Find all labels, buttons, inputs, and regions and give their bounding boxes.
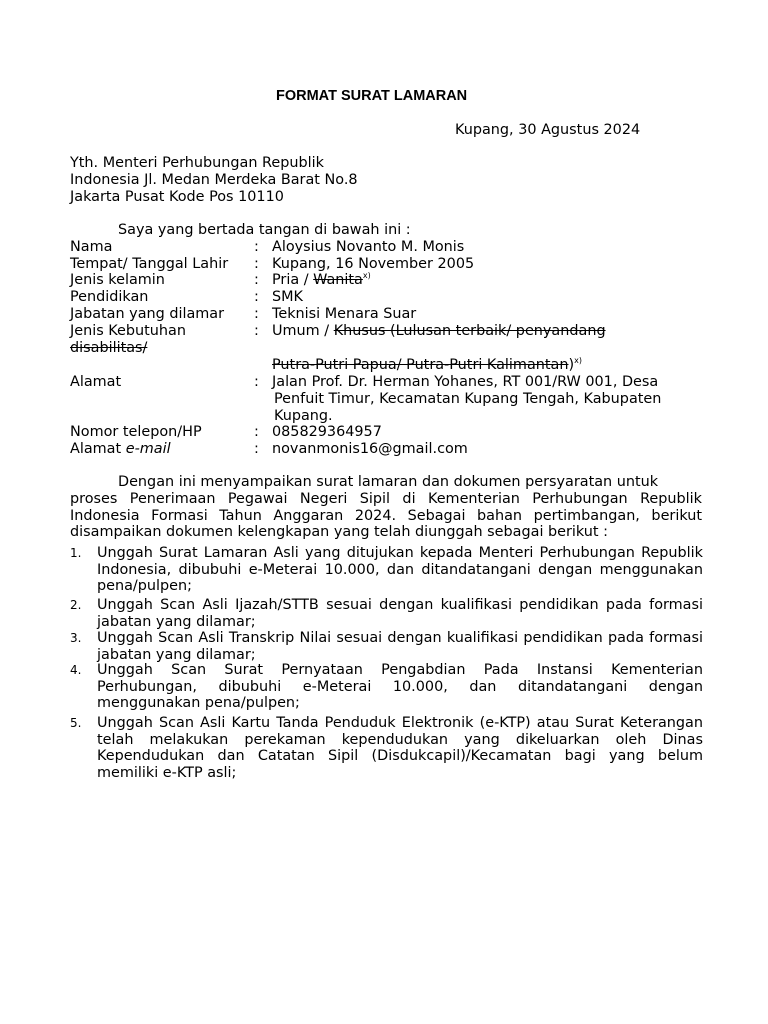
- value-struck: Khusus (Lulusan terbaik/ penyandang: [333, 323, 606, 339]
- field-colon: :: [254, 272, 259, 288]
- field-value-jenis-kelamin: [272, 272, 371, 289]
- field-value-telepon: 085829364957: [272, 424, 382, 440]
- field-colon: :: [254, 424, 259, 440]
- list-number: 2.: [70, 598, 82, 612]
- list-number: 1.: [70, 546, 82, 560]
- field-colon: :: [254, 323, 259, 339]
- field-label-kebutuhan: Jenis Kebutuhan: [70, 323, 186, 339]
- list-item: Unggah Scan Asli Ijazah/STTB sesuai dengan kualifikasi pendidikan pada formasi jabatan yang dilamar;: [97, 597, 703, 630]
- field-label-email: [70, 441, 171, 458]
- document-title: FORMAT SURAT LAMARAN: [276, 88, 468, 104]
- field-colon: :: [254, 256, 259, 272]
- recipient-line: Jakarta Pusat Kode Pos 10110: [70, 189, 284, 205]
- field-label-telepon: Nomor telepon/HP: [70, 424, 202, 440]
- value-plain: Pria /: [272, 272, 314, 288]
- field-colon: :: [254, 441, 259, 457]
- recipient-line: Yth. Menteri Perhubungan Republik: [70, 155, 324, 171]
- list-item: Unggah Scan Surat Pernyataan Pengabdian Pada Instansi Kementerian Perhubungan, dibubuhi e-Meterai 10.000, dan ditandatangani dengan menggunakan pena/pulpen;: [97, 662, 703, 712]
- list-item: Unggah Scan Asli Transkrip Nilai sesuai dengan kualifikasi pendidikan pada formasi jabatan yang dilamar;: [97, 630, 703, 663]
- field-label-nama: Nama: [70, 239, 113, 255]
- value-struck: Wanita: [313, 272, 363, 288]
- field-value-jabatan: Teknisi Menara Suar: [272, 306, 417, 322]
- field-label-alamat: Alamat: [70, 374, 122, 390]
- field-label-pendidikan: Pendidikan: [70, 289, 149, 305]
- field-value-alamat: Kupang.: [274, 408, 333, 424]
- list-number: 4.: [70, 663, 82, 677]
- field-label-jabatan: Jabatan yang dilamar: [70, 306, 225, 322]
- recipient-line: Indonesia Jl. Medan Merdeka Barat No.8: [70, 172, 358, 188]
- footnote-mark: x): [362, 271, 371, 281]
- field-value-kebutuhan-cont: [272, 357, 582, 374]
- list-item: Unggah Scan Asli Kartu Tanda Penduduk Elektronik (e-KTP) atau Surat Keterangan telah melakukan perekaman kependudukan yang dikeluarkan oleh Dinas Kependudukan dan Catatan Sipil (Disdukcapil)/Kecamatan bagi yang belum memiliki e-KTP asli;: [97, 715, 703, 781]
- field-colon: :: [254, 239, 259, 255]
- value-close: ): [568, 357, 575, 373]
- field-label-jenis-kelamin: Jenis kelamin: [70, 272, 165, 288]
- field-colon: :: [254, 289, 259, 305]
- field-value-nama: Aloysius Novanto M. Monis: [272, 239, 465, 255]
- intro-text: Saya yang bertada tangan di bawah ini :: [118, 222, 411, 238]
- field-value-alamat: Jalan Prof. Dr. Herman Yohanes, RT 001/RW 001, Desa: [272, 374, 659, 390]
- footnote-mark: x): [574, 356, 582, 366]
- label-italic: e-mail: [125, 441, 171, 457]
- field-colon: :: [254, 306, 259, 322]
- field-value-alamat: Penfuit Timur, Kecamatan Kupang Tengah, Kabupaten: [274, 391, 662, 407]
- field-value-pendidikan: SMK: [272, 289, 303, 305]
- list-number: 5.: [70, 716, 82, 730]
- field-colon: :: [254, 374, 259, 390]
- place-date: Kupang, 30 Agustus 2024: [455, 122, 641, 138]
- list-number: 3.: [70, 631, 82, 645]
- value-struck: Putra-Putri Papua/ Putra-Putri Kalimantan: [272, 357, 569, 373]
- field-value-email: novanmonis16@gmail.com: [272, 441, 468, 457]
- field-value-ttl: Kupang, 16 November 2005: [272, 256, 475, 272]
- field-value-kebutuhan-cont: disabilitas/: [70, 340, 148, 356]
- list-item: Unggah Surat Lamaran Asli yang ditujukan kepada Menteri Perhubungan Republik Indonesia, dibubuhi e-Meterai 10.000, dan ditandatangani dengan menggunakan pena/pulpen;: [97, 545, 703, 595]
- body-paragraph-first-line: Dengan ini menyampaikan surat lamaran dan dokumen persyaratan untuk: [118, 474, 659, 490]
- value-plain: Umum /: [272, 323, 334, 339]
- field-value-kebutuhan: [272, 323, 606, 340]
- body-paragraph: proses Penerimaan Pegawai Negeri Sipil di Kementerian Perhubungan Republik Indonesia Formasi Tahun Anggaran 2024. Sebagai bahan pertimbangan, berikut disampaikan dokumen kelengkapan yang telah diunggah sebagai berikut :: [70, 491, 702, 541]
- label-prefix: Alamat: [70, 441, 126, 457]
- field-label-ttl: Tempat/ Tanggal Lahir: [70, 256, 229, 272]
